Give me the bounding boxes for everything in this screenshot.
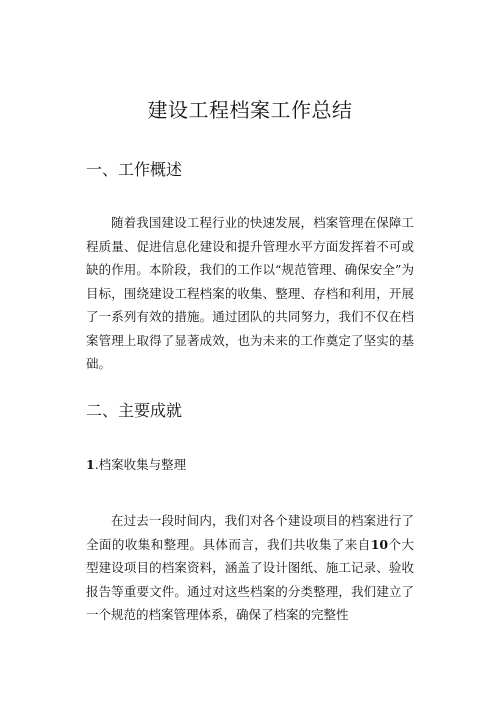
subsection-label: .档案收集与整理 bbox=[94, 457, 187, 472]
paragraph-text-after: 个大型建设项目的档案资料，涵盖了设计图纸、施工记录、验收报告等重要文件。通过对这些档案的分类整理，我们建立了一个规范的档案管理体系，确保了档案的完整性 bbox=[86, 536, 414, 622]
archive-collection-paragraph bbox=[86, 509, 414, 627]
subsection-heading-archive-collection bbox=[86, 456, 186, 474]
overview-paragraph: 随着我国建设工程行业的快速发展，档案管理在保障工程质量、促进信息化建设和提升管理水平方面发挥着不可或缺的作用。本阶段，我们的工作以“规范管理、确保安全”为目标，围绕建设工程档案的收集、整理、存档和利用，开展了一系列有效的措施。通过团队的共同努力，我们不仅在档案管理上取得了显著成效，也为未来的工作奠定了坚实的基础。 bbox=[86, 215, 414, 371]
document-title: 建设工程档案工作总结 bbox=[147, 98, 353, 122]
section-heading-overview: 一、工作概述 bbox=[86, 160, 183, 179]
project-count: 10 bbox=[370, 536, 389, 552]
subsection-number: 1 bbox=[86, 457, 95, 472]
paragraph-text-before: 在过去一段时间内，我们对各个建设项目的档案进行了全面的收集和整理。具体而言，我们共收集了来自 bbox=[86, 513, 414, 552]
section-heading-achievements: 二、主要成就 bbox=[86, 401, 183, 420]
